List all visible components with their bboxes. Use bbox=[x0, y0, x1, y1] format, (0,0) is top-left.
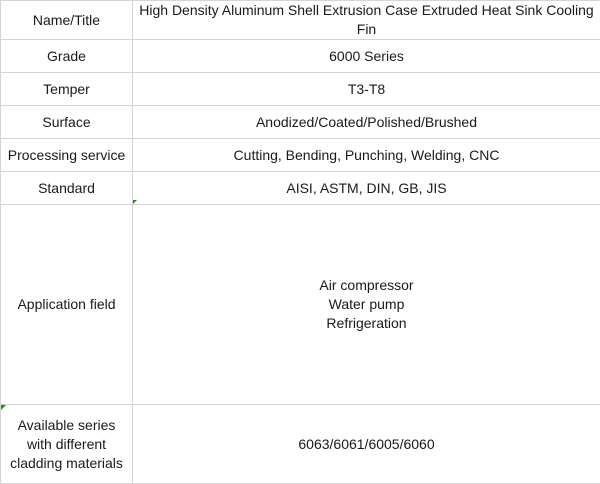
table-row bbox=[1, 1, 600, 40]
row-value-name-title: High Density Aluminum Shell Extrusion Case Extruded Heat Sink Cooling Fin bbox=[133, 1, 600, 40]
comment-marker-icon bbox=[1, 405, 6, 410]
row-label-line: Available series bbox=[17, 416, 116, 433]
table-row bbox=[1, 172, 600, 205]
table-row bbox=[1, 40, 600, 73]
row-label-temper: Temper bbox=[1, 73, 133, 106]
application-item: Refrigeration bbox=[326, 315, 407, 331]
row-label-processing-service: Processing service bbox=[1, 139, 133, 172]
row-label-line: with different bbox=[26, 435, 107, 452]
row-value-grade: 6000 Series bbox=[133, 40, 600, 73]
table-row bbox=[1, 139, 600, 172]
table-row bbox=[1, 73, 600, 106]
row-label-line: cladding materials bbox=[10, 454, 123, 471]
row-value-processing-service: Cutting, Bending, Punching, Welding, CNC bbox=[133, 139, 600, 172]
row-value-available-series: 6063/6061/6005/6060 bbox=[133, 405, 600, 484]
row-value-standard-text: AISI, ASTM, DIN, GB, JIS bbox=[286, 179, 447, 196]
row-value-surface: Anodized/Coated/Polished/Brushed bbox=[133, 106, 600, 139]
row-label-surface: Surface bbox=[1, 106, 133, 139]
row-label-name-title: Name/Title bbox=[1, 1, 133, 40]
row-label-standard: Standard bbox=[1, 172, 133, 205]
application-item: Water pump bbox=[328, 296, 405, 312]
table-row bbox=[1, 405, 600, 484]
table-row bbox=[1, 106, 600, 139]
row-value-application-field bbox=[133, 205, 600, 405]
row-label-available-series bbox=[1, 405, 133, 484]
table-row bbox=[1, 205, 600, 405]
row-value-standard bbox=[133, 172, 600, 205]
application-item: Air compressor bbox=[319, 277, 414, 293]
row-label-application-field: Application field bbox=[1, 205, 133, 405]
row-label-grade: Grade bbox=[1, 40, 133, 73]
row-value-temper: T3-T8 bbox=[133, 73, 600, 106]
